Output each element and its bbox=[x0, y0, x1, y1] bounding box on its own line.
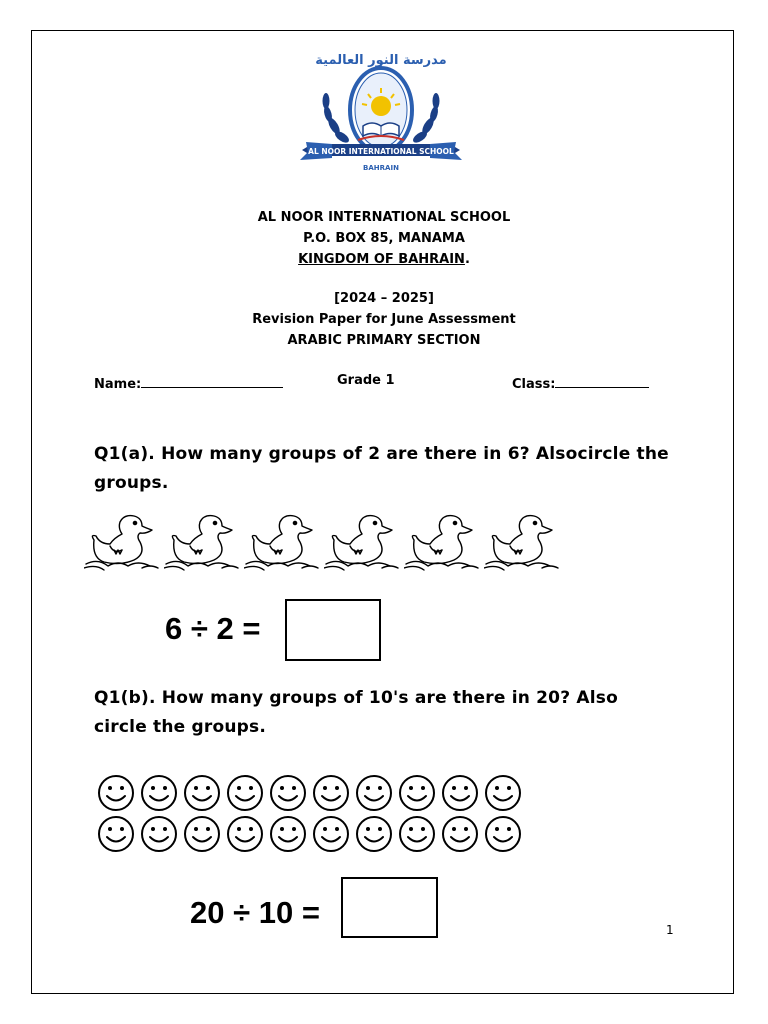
answer-box-1a[interactable] bbox=[285, 599, 381, 661]
duck-row bbox=[84, 510, 564, 574]
smiley-icon bbox=[182, 773, 222, 813]
paper-title: Revision Paper for June Assessment bbox=[252, 312, 516, 327]
smiley-icon bbox=[311, 773, 351, 813]
smiley-icon bbox=[268, 773, 308, 813]
smiley-icon bbox=[354, 814, 394, 854]
class-field[interactable] bbox=[512, 373, 649, 392]
class-label: Class: bbox=[512, 377, 556, 392]
smiley-icon bbox=[397, 814, 437, 854]
smiley-icon bbox=[139, 773, 179, 813]
smiley-icon bbox=[182, 814, 222, 854]
smiley-icon bbox=[311, 814, 351, 854]
smiley-grid bbox=[96, 773, 526, 853]
smiley-icon bbox=[139, 814, 179, 854]
grade-label: Grade 1 bbox=[337, 373, 395, 388]
smiley-icon bbox=[225, 773, 265, 813]
class-blank[interactable] bbox=[555, 375, 649, 388]
school-kingdom bbox=[0, 252, 768, 267]
smiley-icon bbox=[440, 814, 480, 854]
smiley-icon bbox=[225, 814, 265, 854]
name-field[interactable] bbox=[94, 373, 283, 392]
smiley-icon bbox=[397, 773, 437, 813]
answer-box-1b[interactable] bbox=[341, 877, 438, 938]
kingdom-text: KINGDOM OF BAHRAIN bbox=[298, 252, 465, 267]
smiley-icon bbox=[268, 814, 308, 854]
question-1b: Q1(b). How many groups of 10's are there in 20? Also circle the groups. bbox=[94, 688, 618, 737]
svg-text:AL NOOR INTERNATIONAL SCHOOL: AL NOOR INTERNATIONAL SCHOOL bbox=[308, 147, 454, 156]
duck-icon bbox=[244, 510, 322, 572]
page-number: 1 bbox=[666, 923, 674, 937]
duck-icon bbox=[84, 510, 162, 572]
question-1a: Q1(a). How many groups of 2 are there in 6? Alsocircle the groups. bbox=[94, 444, 669, 493]
smiley-icon bbox=[440, 773, 480, 813]
duck-icon bbox=[404, 510, 482, 572]
svg-text:BAHRAIN: BAHRAIN bbox=[363, 164, 399, 172]
duck-icon bbox=[484, 510, 562, 572]
smiley-icon bbox=[483, 814, 523, 854]
kingdom-period: . bbox=[464, 252, 470, 267]
smiley-icon bbox=[96, 814, 136, 854]
section-name: ARABIC PRIMARY SECTION bbox=[287, 333, 481, 348]
smiley-icon bbox=[96, 773, 136, 813]
school-name: AL NOOR INTERNATIONAL SCHOOL bbox=[257, 210, 511, 225]
school-logo bbox=[298, 48, 464, 176]
duck-icon bbox=[324, 510, 402, 572]
school-address: P.O. BOX 85, MANAMA bbox=[303, 231, 465, 246]
equation-1a: 6 ÷ 2 = bbox=[165, 611, 261, 646]
equation-1b: 20 ÷ 10 = bbox=[190, 895, 320, 930]
name-label: Name: bbox=[94, 377, 142, 392]
svg-text:مدرسة النور العالمية: مدرسة النور العالمية bbox=[315, 53, 447, 68]
smiley-icon bbox=[354, 773, 394, 813]
academic-year: [2024 – 2025] bbox=[334, 291, 434, 306]
smiley-icon bbox=[483, 773, 523, 813]
duck-icon bbox=[164, 510, 242, 572]
name-blank[interactable] bbox=[141, 375, 283, 388]
